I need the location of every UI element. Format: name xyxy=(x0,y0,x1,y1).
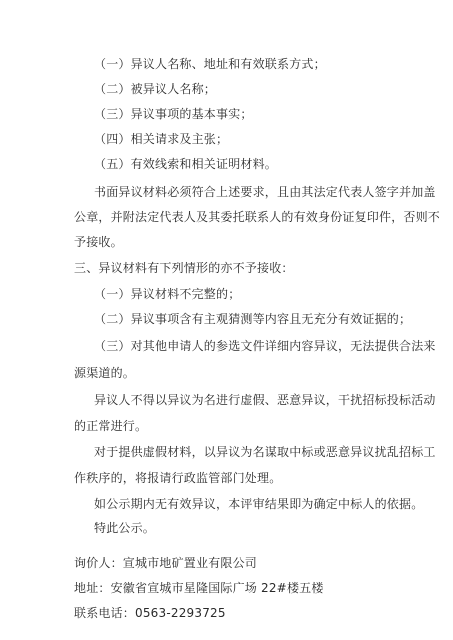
no-objection-notice: 如公示期内无有效异议，本评审结果即为确定中标人的依据。 xyxy=(94,497,424,511)
false-objection-line-2: 的正常进行。 xyxy=(74,419,148,433)
list1-item-2: （二）被异议人名称； xyxy=(94,82,217,96)
section-3-heading: 三、异议材料有下列情形的亦不予接收： xyxy=(74,261,294,275)
report-line-1: 对于提供虚假材料，以异议为名谋取中标或恶意异议扰乱招标工 xyxy=(94,445,436,459)
false-objection-line-1: 异议人不得以异议为名进行虚假、恶意异议，干扰招标投标活动 xyxy=(94,393,436,407)
list2-item-3-line-1: （三）对其他申请人的参选文件详细内容异议，无法提供合法来 xyxy=(94,339,436,353)
list1-item-1: （一）异议人名称、地址和有效联系方式； xyxy=(94,57,326,71)
list1-item-4: （四）相关请求及主张； xyxy=(94,132,229,146)
contact-phone: 联系电话：0563-2293725 xyxy=(74,606,226,620)
list2-item-3-line-2: 源渠道的。 xyxy=(74,366,136,380)
report-line-2: 作秩序的，将报请行政监管部门处理。 xyxy=(74,471,282,485)
contact-address: 地址：安徽省宣城市星隆国际广场 22#楼五楼 xyxy=(74,581,324,595)
contact-inquirer: 询价人：宣城市地矿置业有限公司 xyxy=(74,556,258,570)
written-requirement-line-1: 书面异议材料必须符合上述要求，且由其法定代表人签字并加盖 xyxy=(94,185,436,199)
special-notice: 特此公示。 xyxy=(94,521,156,535)
list1-item-3: （三）异议事项的基本事实； xyxy=(94,107,253,121)
list2-item-2: （二）异议事项含有主观猜测等内容且无充分有效证据的； xyxy=(94,312,412,326)
list2-item-1: （一）异议材料不完整的； xyxy=(94,287,241,301)
written-requirement-line-3: 予接收。 xyxy=(74,235,123,249)
written-requirement-line-2: 公章，并附法定代表人及其委托联系人的有效身份证复印件，否则不 xyxy=(74,210,441,224)
list1-item-5: （五）有效线索和相关证明材料。 xyxy=(94,157,278,171)
